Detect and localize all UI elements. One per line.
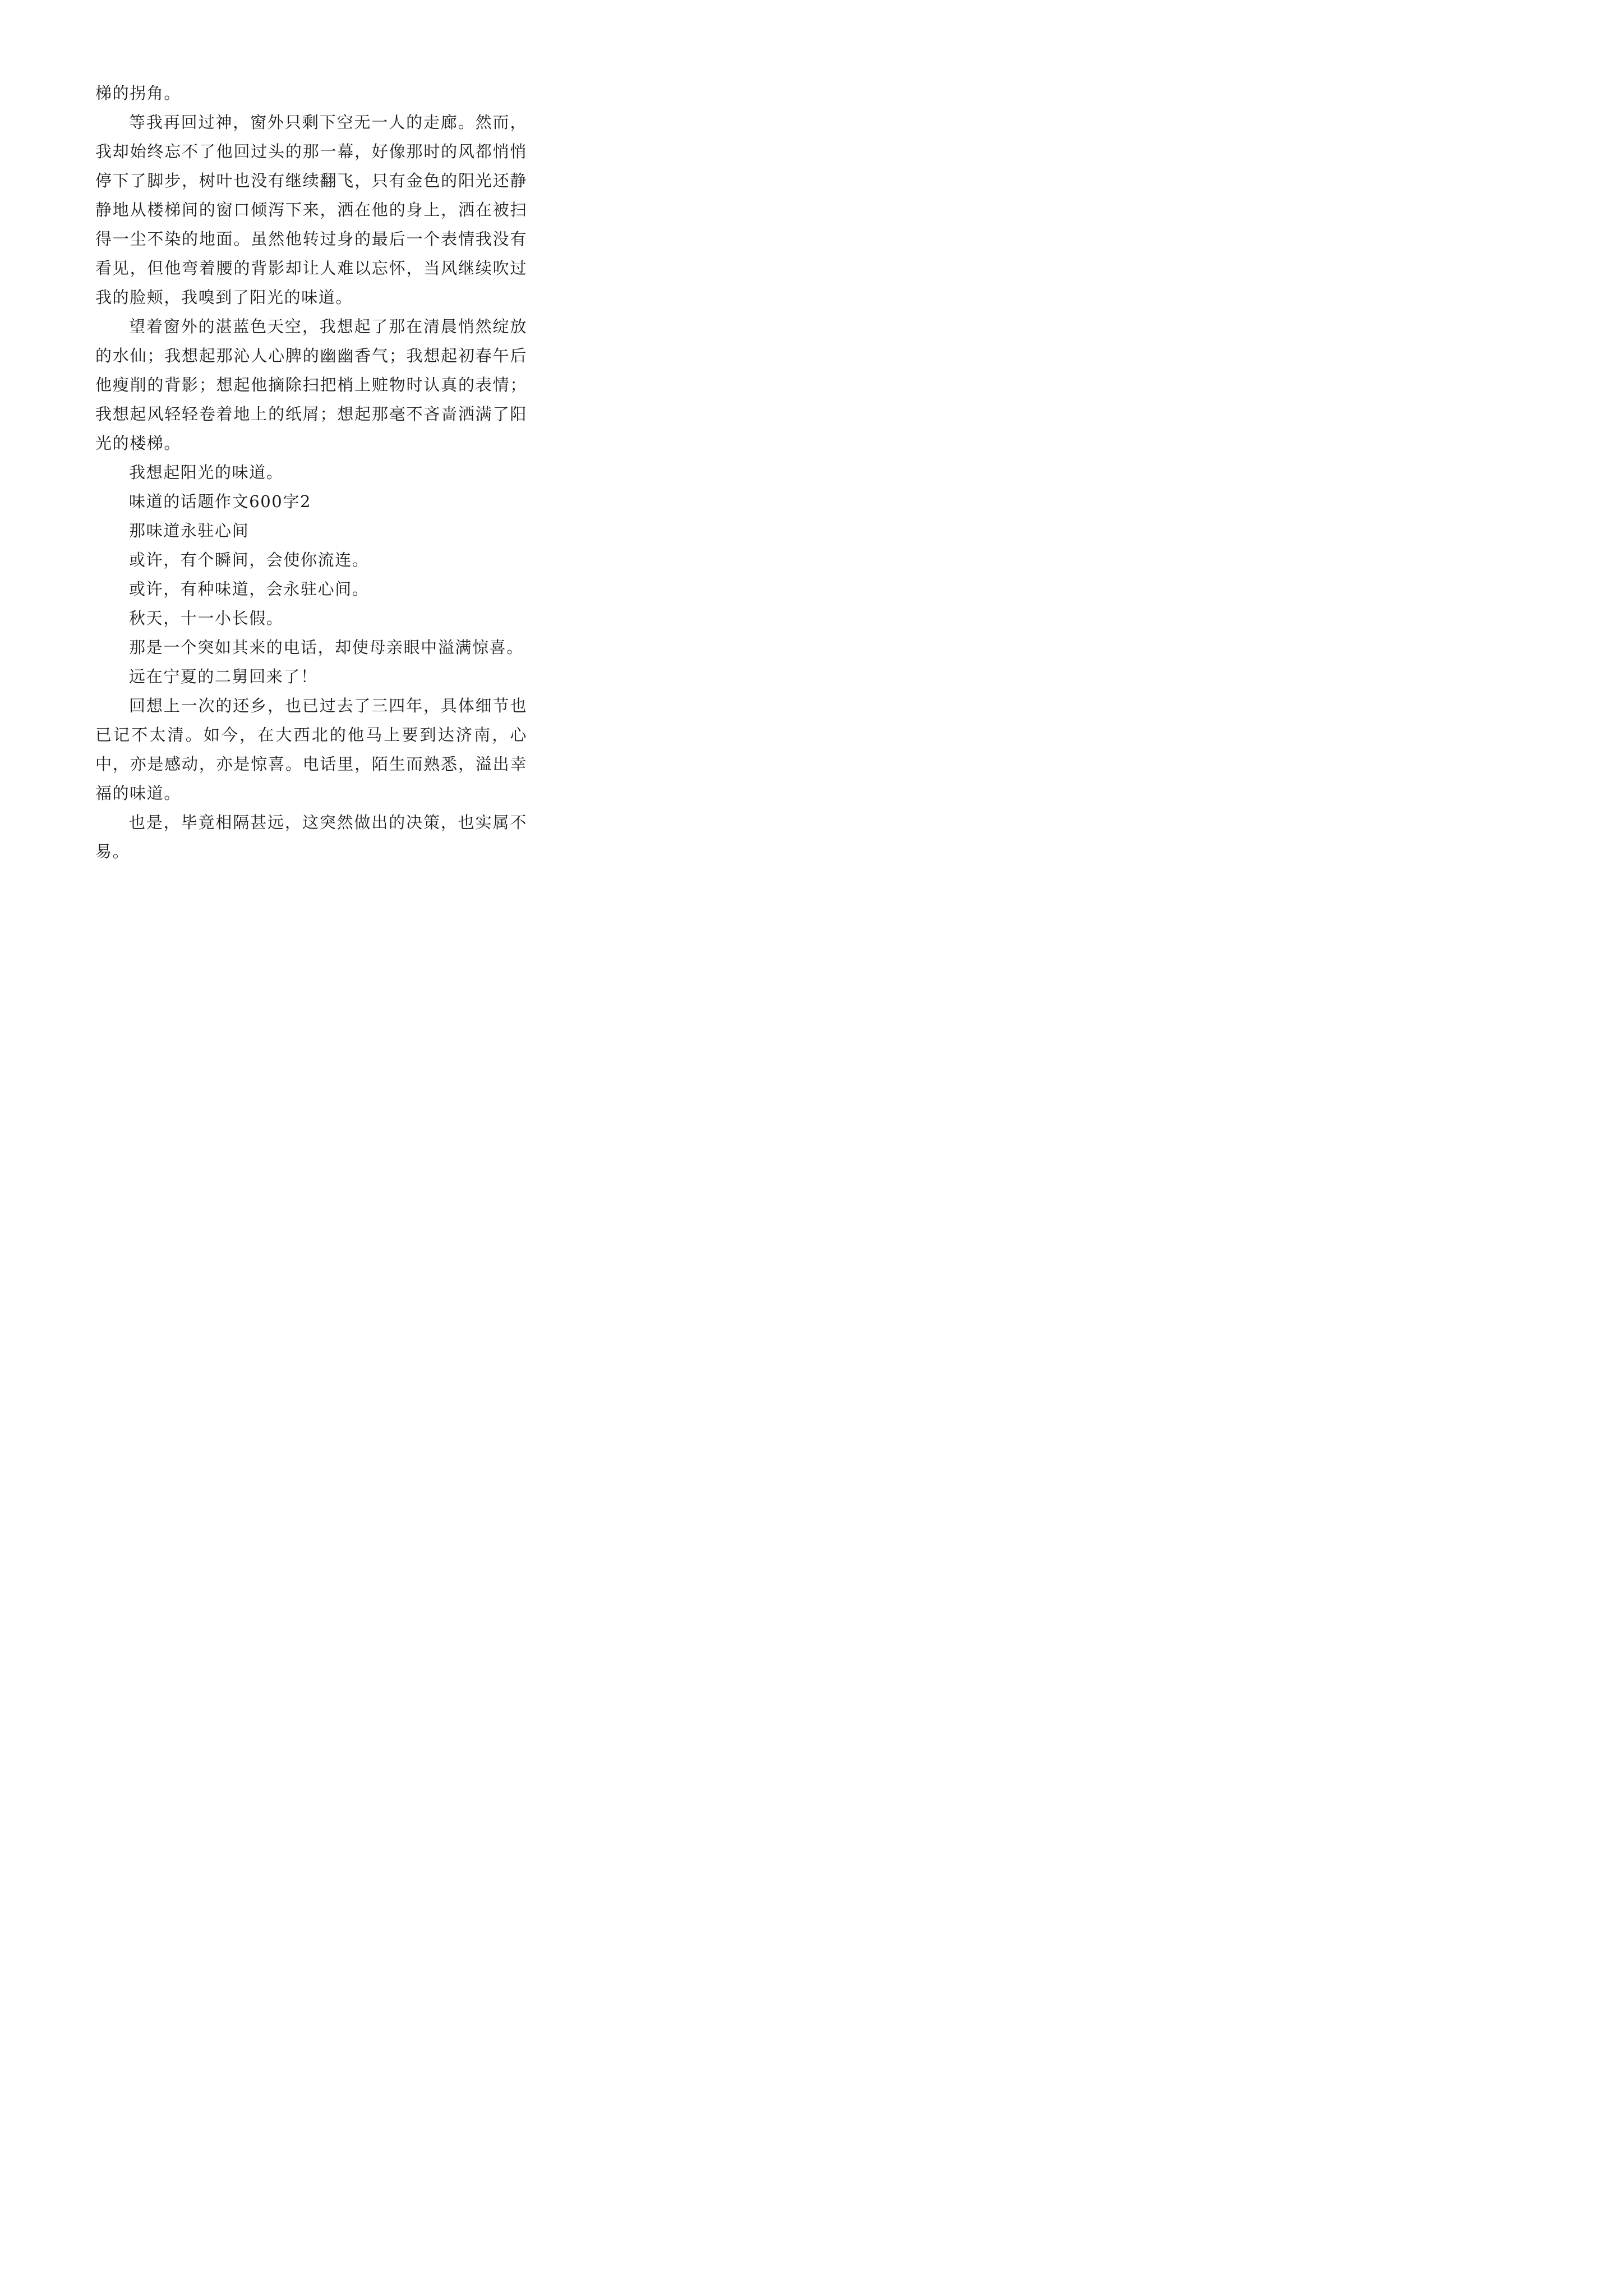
continued-paragraph: 梯的拐角。 [95, 84, 182, 103]
paragraph: 那是一个突如其来的电话，却使母亲眼中溢满惊喜。 [129, 638, 524, 657]
paragraph: 或许，有种味道，会永驻心间。 [129, 579, 370, 599]
paragraph: 秋天，十一小长假。 [129, 609, 284, 628]
paragraph: 远在宁夏的二舅回来了！ [129, 667, 318, 686]
paragraph: 回想上一次的还乡，也已过去了三四年，具体细节也已记不太清。如今，在大西北的他马上要到达济南，心中，亦是感动，亦是惊喜。电话里，陌生而熟悉，溢出幸福的味道。 [95, 696, 527, 803]
paragraph: 我想起阳光的味道。 [129, 463, 284, 482]
essay-title: 味道的话题作文600字2 [129, 492, 312, 511]
paragraph: 等我再回过神，窗外只剩下空无一人的走廊。然而，我却始终忘不了他回过头的那一幕，好像那时的风都悄悄停下了脚步，树叶也没有继续翻飞，只有金色的阳光还静静地从楼梯间的窗口倾泻下来，洒在他的身上，洒在被扫得一尘不染的地面。虽然他转过身的最后一个表情我没有看见，但他弯着腰的背影却让人难以忘怀，当风继续吹过我的脸颊，我嗅到了阳光的味道。 [95, 113, 527, 307]
essay-subtitle: 那味道永驻心间 [129, 521, 250, 540]
document-body [95, 79, 527, 866]
paragraph: 望着窗外的湛蓝色天空，我想起了那在清晨悄然绽放的水仙；我想起那沁人心脾的幽幽香气；我想起初春午后他瘦削的背影；想起他摘除扫把梢上赃物时认真的表情；我想起风轻轻卷着地上的纸屑；想起那毫不吝啬洒满了阳光的楼梯。 [95, 317, 527, 453]
document-page [0, 0, 617, 873]
paragraph: 也是，毕竟相隔甚远，这突然做出的决策，也实属不易。 [95, 813, 527, 861]
paragraph: 或许，有个瞬间，会使你流连。 [129, 550, 370, 569]
